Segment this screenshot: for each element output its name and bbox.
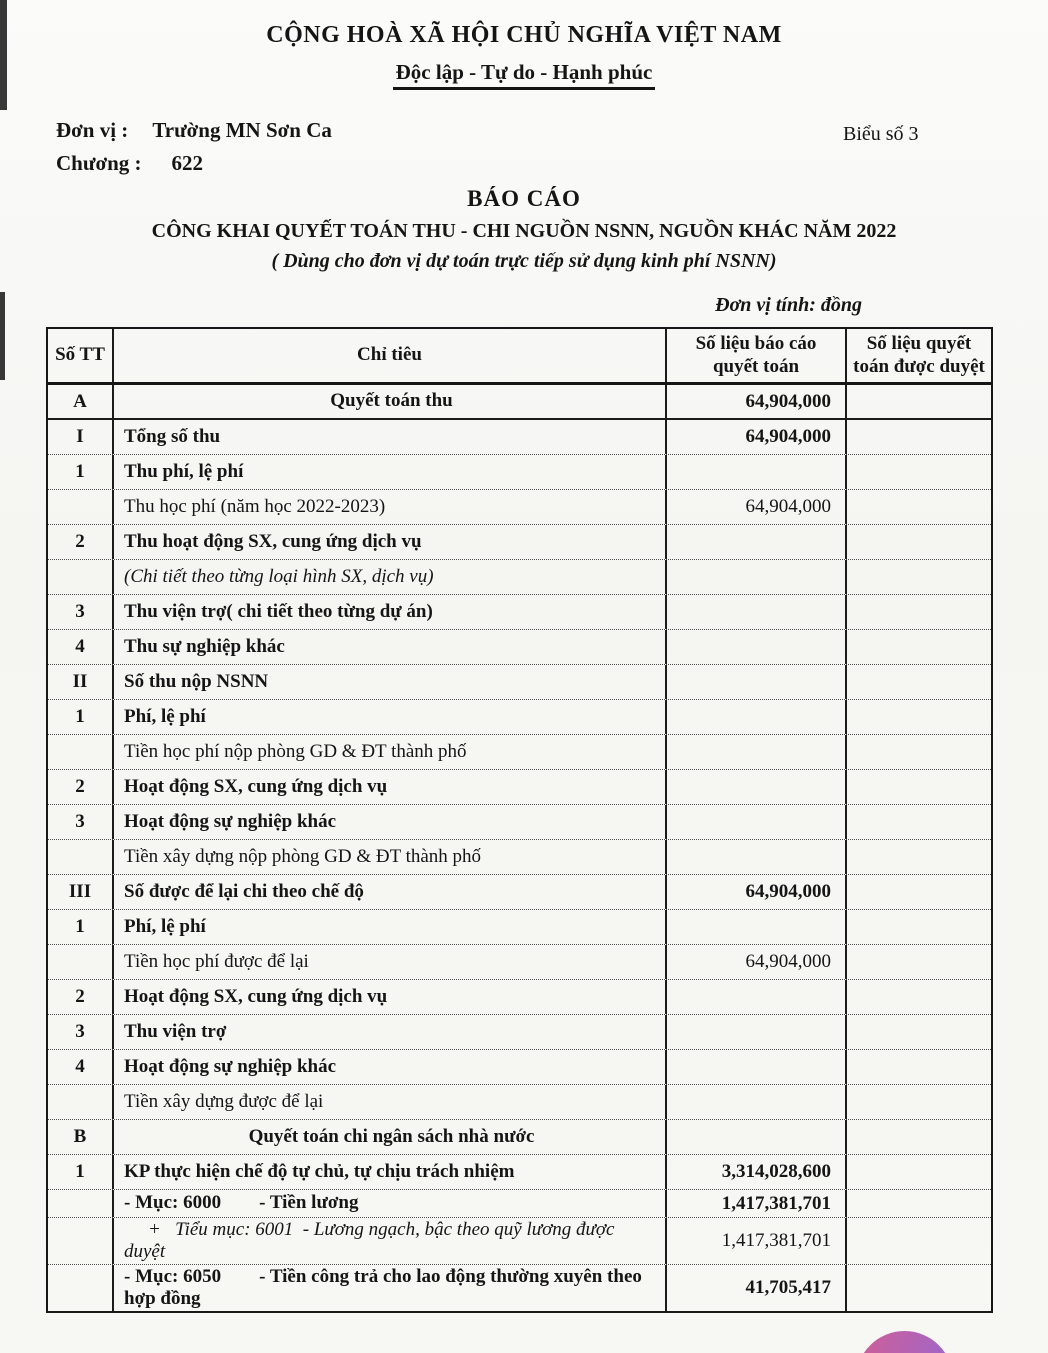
- cell-indicator: Thu phí, lệ phí: [114, 455, 667, 489]
- cell-approved-value: [847, 1085, 991, 1119]
- cell-indicator: Thu viện trợ: [114, 1015, 667, 1049]
- cell-approved-value: [847, 840, 991, 874]
- chapter-line: [56, 151, 203, 176]
- cell-reported-value: 41,705,417: [667, 1265, 847, 1311]
- cell-approved-value: [847, 1155, 991, 1189]
- table-row: [48, 770, 991, 805]
- table-row: [48, 1190, 991, 1218]
- table-row: [48, 1015, 991, 1050]
- cell-row-number: [48, 1218, 114, 1264]
- cell-indicator: Thu hoạt động SX, cung ứng dịch vụ: [114, 525, 667, 559]
- cell-approved-value: [847, 770, 991, 804]
- table-row: [48, 525, 991, 560]
- cell-row-number: III: [48, 875, 114, 909]
- cell-approved-value: [847, 700, 991, 734]
- cell-indicator: Hoạt động SX, cung ứng dịch vụ: [114, 770, 667, 804]
- cell-reported-value: 64,904,000: [667, 490, 847, 524]
- cell-approved-value: [847, 525, 991, 559]
- cell-reported-value: [667, 455, 847, 489]
- cell-indicator: - Mục: 6050 - Tiền công trả cho lao động thường xuyên theo hợp đồng: [114, 1265, 667, 1311]
- col-header-stt: Số TT: [48, 329, 114, 382]
- cell-row-number: 4: [48, 1050, 114, 1084]
- cell-reported-value: [667, 1015, 847, 1049]
- cell-reported-value: 3,314,028,600: [667, 1155, 847, 1189]
- motto-wrap: [0, 60, 1048, 90]
- cell-indicator: Thu viện trợ( chi tiết theo từng dự án): [114, 595, 667, 629]
- cell-indicator: Hoạt động sự nghiệp khác: [114, 1050, 667, 1084]
- report-table: [46, 327, 993, 1313]
- cell-indicator: Thu học phí (năm học 2022-2023): [114, 490, 667, 524]
- cell-indicator: KP thực hiện chế độ tự chủ, tự chịu trách nhiệm: [114, 1155, 667, 1189]
- cell-indicator: - Mục: 6000 - Tiền lương: [114, 1190, 667, 1217]
- cell-indicator: Số thu nộp NSNN: [114, 665, 667, 699]
- cell-indicator: Thu sự nghiệp khác: [114, 630, 667, 664]
- cell-row-number: B: [48, 1120, 114, 1154]
- cell-approved-value: [847, 1015, 991, 1049]
- cell-indicator: Số được để lại chi theo chế độ: [114, 875, 667, 909]
- table-row: [48, 1050, 991, 1085]
- table-row: [48, 385, 991, 420]
- unit-line: [56, 118, 332, 143]
- table-row: [48, 875, 991, 910]
- table-row: [48, 665, 991, 700]
- cell-approved-value: [847, 910, 991, 944]
- table-row: [48, 1155, 991, 1190]
- national-title: CỘNG HOÀ XÃ HỘI CHỦ NGHĨA VIỆT NAM: [266, 22, 782, 48]
- cell-reported-value: 64,904,000: [667, 420, 847, 454]
- cell-reported-value: 64,904,000: [667, 385, 847, 418]
- cell-indicator: Quyết toán chi ngân sách nhà nước: [114, 1120, 667, 1154]
- cell-indicator: Quyết toán thu: [114, 385, 667, 418]
- cell-row-number: 1: [48, 1155, 114, 1189]
- cell-reported-value: [667, 980, 847, 1014]
- table-row: [48, 490, 991, 525]
- cell-row-number: 1: [48, 910, 114, 944]
- cell-row-number: [48, 560, 114, 594]
- unit-of-measure: Đơn vị tính: đồng: [715, 294, 862, 316]
- cell-indicator: (Chi tiết theo từng loại hình SX, dịch vụ): [114, 560, 667, 594]
- cell-row-number: [48, 1265, 114, 1311]
- cell-reported-value: [667, 630, 847, 664]
- table-body: [48, 385, 991, 1311]
- cell-reported-value: [667, 770, 847, 804]
- table-row: [48, 1265, 991, 1311]
- cell-reported-value: [667, 1085, 847, 1119]
- cell-approved-value: [847, 1050, 991, 1084]
- report-note: ( Dùng cho đơn vị dự toán trực tiếp sử dụng kinh phí NSNN): [271, 250, 777, 272]
- table-row: [48, 595, 991, 630]
- cell-approved-value: [847, 735, 991, 769]
- cell-approved-value: [847, 945, 991, 979]
- cell-row-number: 4: [48, 630, 114, 664]
- unit-label: Đơn vị :: [56, 118, 129, 142]
- cell-row-number: A: [48, 385, 114, 418]
- cell-row-number: 1: [48, 455, 114, 489]
- cell-indicator: Phí, lệ phí: [114, 700, 667, 734]
- cell-reported-value: [667, 805, 847, 839]
- table-row: [48, 420, 991, 455]
- report-title: BÁO CÁO: [467, 186, 581, 211]
- cell-approved-value: [847, 630, 991, 664]
- cell-indicator: Tổng số thu: [114, 420, 667, 454]
- cell-reported-value: 64,904,000: [667, 875, 847, 909]
- cell-approved-value: [847, 805, 991, 839]
- cell-row-number: [48, 840, 114, 874]
- cell-row-number: [48, 735, 114, 769]
- cell-approved-value: [847, 455, 991, 489]
- cell-approved-value: [847, 490, 991, 524]
- cell-approved-value: [847, 980, 991, 1014]
- cell-row-number: [48, 1190, 114, 1217]
- cell-row-number: 3: [48, 805, 114, 839]
- cell-reported-value: 1,417,381,701: [667, 1190, 847, 1217]
- cell-row-number: 3: [48, 595, 114, 629]
- national-motto: Độc lập - Tự do - Hạnh phúc: [393, 60, 656, 90]
- cell-reported-value: [667, 1120, 847, 1154]
- cell-reported-value: 1,417,381,701: [667, 1218, 847, 1264]
- scan-edge-artifact: [0, 0, 7, 110]
- chapter-value: 622: [171, 151, 203, 175]
- cell-reported-value: [667, 595, 847, 629]
- cell-row-number: [48, 945, 114, 979]
- cell-reported-value: [667, 525, 847, 559]
- col-header-reported: Số liệu báo cáo quyết toán: [667, 329, 847, 382]
- form-number: Biểu số 3: [843, 123, 919, 145]
- cell-indicator: Tiền xây dựng được để lại: [114, 1085, 667, 1119]
- table-row: [48, 560, 991, 595]
- table-row: [48, 455, 991, 490]
- cell-approved-value: [847, 1120, 991, 1154]
- cell-indicator: + Tiểu mục: 6001 - Lương ngạch, bậc theo quỹ lương được duyệt: [114, 1218, 667, 1264]
- cell-approved-value: [847, 1218, 991, 1264]
- cell-indicator: Tiền xây dựng nộp phòng GD & ĐT thành phố: [114, 840, 667, 874]
- cell-reported-value: [667, 700, 847, 734]
- table-row: [48, 1218, 991, 1265]
- cell-approved-value: [847, 665, 991, 699]
- scan-edge-artifact: [0, 292, 5, 380]
- cell-indicator: Tiền học phí nộp phòng GD & ĐT thành phố: [114, 735, 667, 769]
- chapter-label: Chương :: [56, 151, 142, 175]
- cell-approved-value: [847, 1190, 991, 1217]
- cell-reported-value: [667, 560, 847, 594]
- cell-approved-value: [847, 875, 991, 909]
- cell-reported-value: [667, 665, 847, 699]
- cell-row-number: 2: [48, 770, 114, 804]
- cell-row-number: 2: [48, 525, 114, 559]
- cell-approved-value: [847, 595, 991, 629]
- cell-indicator: Tiền học phí được để lại: [114, 945, 667, 979]
- table-row: [48, 805, 991, 840]
- unit-value: Trường MN Sơn Ca: [152, 118, 332, 142]
- table-row: [48, 1120, 991, 1155]
- cell-indicator: Phí, lệ phí: [114, 910, 667, 944]
- cell-row-number: 3: [48, 1015, 114, 1049]
- cell-row-number: 2: [48, 980, 114, 1014]
- cell-row-number: I: [48, 420, 114, 454]
- table-row: [48, 945, 991, 980]
- cell-approved-value: [847, 560, 991, 594]
- cell-approved-value: [847, 420, 991, 454]
- report-subtitle: CÔNG KHAI QUYẾT TOÁN THU - CHI NGUỒN NSNN, NGUỒN KHÁC NĂM 2022: [151, 220, 897, 242]
- table-row: [48, 630, 991, 665]
- cell-indicator: Hoạt động sự nghiệp khác: [114, 805, 667, 839]
- table-row: [48, 980, 991, 1015]
- cell-approved-value: [847, 385, 991, 418]
- floating-action-button[interactable]: [856, 1331, 953, 1353]
- cell-row-number: [48, 490, 114, 524]
- table-header-row: [48, 329, 991, 385]
- cell-reported-value: [667, 840, 847, 874]
- cell-reported-value: 64,904,000: [667, 945, 847, 979]
- table-row: [48, 840, 991, 875]
- table-row: [48, 700, 991, 735]
- cell-reported-value: [667, 735, 847, 769]
- cell-row-number: [48, 1085, 114, 1119]
- table-row: [48, 910, 991, 945]
- cell-row-number: 1: [48, 700, 114, 734]
- cell-indicator: Hoạt động SX, cung ứng dịch vụ: [114, 980, 667, 1014]
- cell-reported-value: [667, 910, 847, 944]
- cell-row-number: II: [48, 665, 114, 699]
- cell-reported-value: [667, 1050, 847, 1084]
- table-row: [48, 735, 991, 770]
- cell-approved-value: [847, 1265, 991, 1311]
- table-row: [48, 1085, 991, 1120]
- col-header-approved: Số liệu quyết toán được duyệt: [853, 333, 985, 377]
- col-header-chi-tieu: Chỉ tiêu: [114, 329, 667, 382]
